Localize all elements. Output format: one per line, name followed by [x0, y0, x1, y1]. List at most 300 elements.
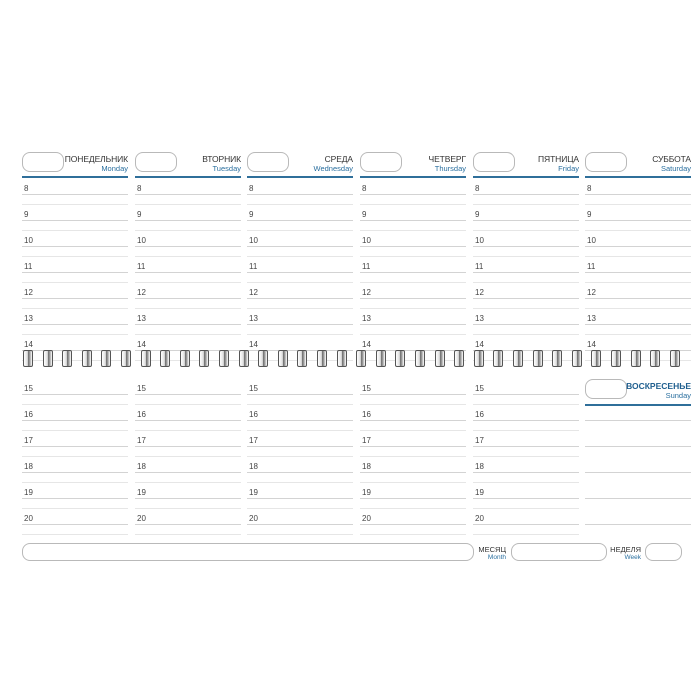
- hour-label: 17: [362, 436, 371, 445]
- hour-rule[interactable]: [473, 246, 579, 247]
- hour-rule[interactable]: [360, 420, 466, 421]
- hour-rule[interactable]: [135, 394, 241, 395]
- binding-ring-icon: [141, 350, 151, 367]
- hour-label: 9: [137, 210, 142, 219]
- half-hour-rule[interactable]: [360, 456, 466, 457]
- hour-label: 15: [24, 384, 33, 393]
- spiral-ring-icon: [591, 350, 601, 367]
- hour-rule[interactable]: [360, 246, 466, 247]
- hour-label: 14: [249, 340, 258, 349]
- hour-rule[interactable]: [360, 298, 466, 299]
- hour-rule[interactable]: [360, 324, 466, 325]
- binding-ring-icon: [23, 350, 33, 367]
- binding-ring-icon: [239, 350, 249, 367]
- spiral-ring-icon: [513, 350, 523, 367]
- hour-rule[interactable]: [135, 472, 241, 473]
- half-hour-rule[interactable]: [135, 204, 241, 205]
- day-name-en: Wednesday: [313, 164, 353, 173]
- half-hour-rule[interactable]: [135, 230, 241, 231]
- hour-label: 8: [475, 184, 480, 193]
- binding-ring-icon: [180, 350, 190, 367]
- binding-ring-icon: [435, 350, 445, 367]
- spiral-ring-icon: [82, 350, 92, 367]
- half-hour-rule[interactable]: [247, 256, 353, 257]
- hour-rule[interactable]: [473, 498, 579, 499]
- half-hour-rule[interactable]: [585, 308, 691, 309]
- binding-ring-icon: [533, 350, 543, 367]
- hour-rule[interactable]: [135, 446, 241, 447]
- spiral-ring-icon: [23, 350, 33, 367]
- sunday-rule[interactable]: [585, 524, 691, 525]
- half-hour-rule[interactable]: [135, 534, 241, 535]
- hour-label: 9: [249, 210, 254, 219]
- hour-rule[interactable]: [473, 446, 579, 447]
- day-header-underline: [585, 176, 691, 178]
- sunday-header-underline: [585, 404, 691, 406]
- half-hour-rule[interactable]: [247, 482, 353, 483]
- spiral-ring-icon: [395, 350, 405, 367]
- spiral-ring-icon: [239, 350, 249, 367]
- hour-rule[interactable]: [247, 498, 353, 499]
- hour-label: 11: [137, 262, 146, 271]
- hour-rule[interactable]: [22, 194, 128, 195]
- hour-rule[interactable]: [473, 524, 579, 525]
- day-header-underline: [247, 176, 353, 178]
- hour-label: 8: [137, 184, 142, 193]
- hour-label: 20: [475, 514, 484, 523]
- half-hour-rule[interactable]: [135, 456, 241, 457]
- day-header-underline: [360, 176, 466, 178]
- day-name-ru: ВТОРНИК: [202, 154, 241, 164]
- hour-label: 20: [24, 514, 33, 523]
- binding-ring-icon: [160, 350, 170, 367]
- half-hour-rule[interactable]: [360, 282, 466, 283]
- spiral-ring-icon: [219, 350, 229, 367]
- hour-label: 18: [475, 462, 484, 471]
- spiral-ring-icon: [337, 350, 347, 367]
- half-hour-rule[interactable]: [473, 230, 579, 231]
- week-label-en: Week: [624, 554, 641, 561]
- sunday-name-en: Sunday: [665, 391, 691, 400]
- hour-label: 19: [24, 488, 33, 497]
- hour-label: 15: [362, 384, 371, 393]
- half-hour-rule[interactable]: [360, 256, 466, 257]
- binding-ring-icon: [297, 350, 307, 367]
- hour-label: 10: [137, 236, 146, 245]
- half-hour-rule[interactable]: [473, 482, 579, 483]
- hour-rule[interactable]: [585, 246, 691, 247]
- spiral-ring-icon: [650, 350, 660, 367]
- half-hour-rule[interactable]: [585, 204, 691, 205]
- binding-ring-icon: [631, 350, 641, 367]
- half-hour-rule[interactable]: [247, 282, 353, 283]
- half-hour-rule[interactable]: [22, 404, 128, 405]
- hour-label: 10: [362, 236, 371, 245]
- hour-label: 16: [137, 410, 146, 419]
- sunday-rule[interactable]: [585, 472, 691, 473]
- binding-ring-icon: [317, 350, 327, 367]
- half-hour-rule[interactable]: [585, 334, 691, 335]
- half-hour-rule[interactable]: [22, 456, 128, 457]
- binding-ring-icon: [356, 350, 366, 367]
- hour-label: 11: [249, 262, 258, 271]
- sunday-rule[interactable]: [585, 420, 691, 421]
- hour-label: 15: [249, 384, 258, 393]
- hour-label: 12: [249, 288, 258, 297]
- binding-ring-icon: [219, 350, 229, 367]
- hour-label: 11: [587, 262, 596, 271]
- half-hour-rule[interactable]: [247, 456, 353, 457]
- hour-label: 19: [249, 488, 258, 497]
- hour-label: 19: [137, 488, 146, 497]
- half-hour-rule[interactable]: [22, 360, 128, 361]
- half-hour-rule[interactable]: [360, 430, 466, 431]
- half-hour-rule[interactable]: [360, 334, 466, 335]
- sunday-name-ru: ВОСКРЕСЕНЬЕ: [626, 381, 691, 391]
- hour-rule[interactable]: [473, 420, 579, 421]
- hour-rule[interactable]: [22, 324, 128, 325]
- hour-rule[interactable]: [585, 194, 691, 195]
- half-hour-rule[interactable]: [247, 508, 353, 509]
- hour-rule[interactable]: [247, 420, 353, 421]
- half-hour-rule[interactable]: [247, 308, 353, 309]
- hour-rule[interactable]: [585, 272, 691, 273]
- hour-rule[interactable]: [22, 472, 128, 473]
- hour-label: 12: [475, 288, 484, 297]
- binding-ring-icon: [43, 350, 53, 367]
- hour-label: 13: [137, 314, 146, 323]
- hour-label: 14: [24, 340, 33, 349]
- hour-label: 11: [24, 262, 33, 271]
- hour-rule[interactable]: [360, 472, 466, 473]
- spiral-ring-icon: [180, 350, 190, 367]
- spiral-ring-icon: [43, 350, 53, 367]
- half-hour-rule[interactable]: [360, 404, 466, 405]
- hour-label: 14: [475, 340, 484, 349]
- hour-rule[interactable]: [22, 394, 128, 395]
- half-hour-rule[interactable]: [473, 430, 579, 431]
- hour-label: 18: [24, 462, 33, 471]
- half-hour-rule[interactable]: [247, 204, 353, 205]
- hour-rule[interactable]: [247, 446, 353, 447]
- hour-rule[interactable]: [247, 194, 353, 195]
- spiral-ring-icon: [141, 350, 151, 367]
- hour-rule[interactable]: [22, 272, 128, 273]
- half-hour-rule[interactable]: [135, 508, 241, 509]
- spiral-ring-icon: [552, 350, 562, 367]
- hour-rule[interactable]: [135, 324, 241, 325]
- half-hour-rule[interactable]: [360, 204, 466, 205]
- hour-label: 12: [137, 288, 146, 297]
- hour-label: 10: [24, 236, 33, 245]
- hour-label: 13: [362, 314, 371, 323]
- hour-rule[interactable]: [247, 272, 353, 273]
- spiral-ring-icon: [317, 350, 327, 367]
- half-hour-rule[interactable]: [247, 430, 353, 431]
- binding-ring-icon: [611, 350, 621, 367]
- half-hour-rule[interactable]: [585, 230, 691, 231]
- half-hour-rule[interactable]: [473, 256, 579, 257]
- hour-rule[interactable]: [473, 194, 579, 195]
- hour-rule[interactable]: [585, 220, 691, 221]
- hour-rule[interactable]: [247, 220, 353, 221]
- half-hour-rule[interactable]: [135, 430, 241, 431]
- spiral-ring-icon: [670, 350, 680, 367]
- half-hour-rule[interactable]: [473, 334, 579, 335]
- binding-ring-icon: [199, 350, 209, 367]
- hour-rule[interactable]: [135, 220, 241, 221]
- binding-ring-icon: [513, 350, 523, 367]
- hour-rule[interactable]: [135, 246, 241, 247]
- spiral-ring-icon: [356, 350, 366, 367]
- hour-label: 11: [362, 262, 371, 271]
- hour-label: 12: [24, 288, 33, 297]
- hour-label: 15: [137, 384, 146, 393]
- hour-label: 16: [24, 410, 33, 419]
- half-hour-rule[interactable]: [473, 456, 579, 457]
- spiral-ring-icon: [454, 350, 464, 367]
- binding-ring-icon: [258, 350, 268, 367]
- hour-label: 10: [475, 236, 484, 245]
- day-name-ru: ПОНЕДЕЛЬНИК: [64, 154, 128, 164]
- hour-rule[interactable]: [473, 394, 579, 395]
- hour-rule[interactable]: [22, 246, 128, 247]
- hour-rule[interactable]: [247, 324, 353, 325]
- hour-rule[interactable]: [22, 420, 128, 421]
- half-hour-rule[interactable]: [22, 534, 128, 535]
- half-hour-rule[interactable]: [360, 534, 466, 535]
- hour-rule[interactable]: [360, 272, 466, 273]
- hour-label: 20: [249, 514, 258, 523]
- notes-field[interactable]: [22, 543, 474, 561]
- hour-rule[interactable]: [247, 246, 353, 247]
- day-name-ru: СУББОТА: [652, 154, 691, 164]
- hour-rule[interactable]: [247, 472, 353, 473]
- half-hour-rule[interactable]: [473, 204, 579, 205]
- day-header-underline: [473, 176, 579, 178]
- half-hour-rule[interactable]: [135, 256, 241, 257]
- spiral-ring-icon: [376, 350, 386, 367]
- half-hour-rule[interactable]: [22, 256, 128, 257]
- binding-ring-icon: [82, 350, 92, 367]
- half-hour-rule[interactable]: [473, 534, 579, 535]
- day-name-en: Saturday: [660, 164, 691, 173]
- half-hour-rule[interactable]: [135, 482, 241, 483]
- half-hour-rule[interactable]: [360, 308, 466, 309]
- hour-label: 9: [24, 210, 29, 219]
- hour-label: 18: [137, 462, 146, 471]
- hour-rule[interactable]: [247, 298, 353, 299]
- binding-ring-icon: [415, 350, 425, 367]
- hour-rule[interactable]: [360, 498, 466, 499]
- hour-rule[interactable]: [135, 524, 241, 525]
- hour-label: 8: [587, 184, 592, 193]
- half-hour-rule[interactable]: [135, 282, 241, 283]
- hour-rule[interactable]: [135, 298, 241, 299]
- hour-label: 8: [24, 184, 29, 193]
- binding-ring-icon: [121, 350, 131, 367]
- half-hour-rule[interactable]: [360, 482, 466, 483]
- hour-label: 14: [362, 340, 371, 349]
- binding-ring-icon: [670, 350, 680, 367]
- hour-label: 19: [475, 488, 484, 497]
- hour-label: 8: [249, 184, 254, 193]
- hour-label: 13: [587, 314, 596, 323]
- hour-rule[interactable]: [22, 220, 128, 221]
- half-hour-rule[interactable]: [22, 282, 128, 283]
- half-hour-rule[interactable]: [473, 508, 579, 509]
- hour-rule[interactable]: [22, 298, 128, 299]
- half-hour-rule[interactable]: [247, 404, 353, 405]
- day-name-en: Tuesday: [212, 164, 241, 173]
- half-hour-rule[interactable]: [585, 282, 691, 283]
- spiral-ring-icon: [297, 350, 307, 367]
- hour-label: 13: [24, 314, 33, 323]
- binding-ring-icon: [474, 350, 484, 367]
- half-hour-rule[interactable]: [247, 334, 353, 335]
- hour-label: 16: [475, 410, 484, 419]
- hour-label: 16: [362, 410, 371, 419]
- day-name-en: Monday: [101, 164, 128, 173]
- hour-label: 9: [587, 210, 592, 219]
- spiral-ring-icon: [258, 350, 268, 367]
- hour-label: 17: [24, 436, 33, 445]
- binding-ring-icon: [552, 350, 562, 367]
- half-hour-rule[interactable]: [22, 334, 128, 335]
- hour-label: 20: [362, 514, 371, 523]
- binding-ring-icon: [278, 350, 288, 367]
- hour-label: 14: [137, 340, 146, 349]
- hour-rule[interactable]: [22, 524, 128, 525]
- hour-rule[interactable]: [360, 446, 466, 447]
- hour-rule[interactable]: [360, 194, 466, 195]
- hour-rule[interactable]: [247, 524, 353, 525]
- half-hour-rule[interactable]: [473, 404, 579, 405]
- binding-ring-icon: [591, 350, 601, 367]
- hour-rule[interactable]: [135, 194, 241, 195]
- half-hour-rule[interactable]: [473, 282, 579, 283]
- spiral-ring-icon: [62, 350, 72, 367]
- hour-label: 10: [249, 236, 258, 245]
- hour-label: 20: [137, 514, 146, 523]
- day-name-en: Thursday: [434, 164, 466, 173]
- hour-rule[interactable]: [22, 498, 128, 499]
- hour-label: 16: [249, 410, 258, 419]
- week-label-ru: НЕДЕЛЯ: [610, 545, 641, 554]
- hour-rule[interactable]: [585, 324, 691, 325]
- half-hour-rule[interactable]: [22, 508, 128, 509]
- hour-rule[interactable]: [22, 446, 128, 447]
- hour-label: 17: [475, 436, 484, 445]
- hour-rule[interactable]: [22, 350, 128, 351]
- hour-label: 10: [587, 236, 596, 245]
- hour-label: 8: [362, 184, 367, 193]
- hour-rule[interactable]: [473, 272, 579, 273]
- half-hour-rule[interactable]: [247, 534, 353, 535]
- hour-rule[interactable]: [360, 394, 466, 395]
- half-hour-rule[interactable]: [22, 308, 128, 309]
- month-label-en: Month: [487, 554, 506, 561]
- day-name-ru: ПЯТНИЦА: [538, 154, 579, 164]
- hour-label: 13: [475, 314, 484, 323]
- half-hour-rule[interactable]: [247, 230, 353, 231]
- hour-rule[interactable]: [473, 220, 579, 221]
- hour-label: 9: [475, 210, 480, 219]
- hour-label: 19: [362, 488, 371, 497]
- day-header-underline: [135, 176, 241, 178]
- week-field[interactable]: [645, 543, 682, 561]
- binding-ring-icon: [650, 350, 660, 367]
- half-hour-rule[interactable]: [22, 204, 128, 205]
- half-hour-rule[interactable]: [585, 256, 691, 257]
- spiral-ring-icon: [101, 350, 111, 367]
- spiral-ring-icon: [631, 350, 641, 367]
- half-hour-rule[interactable]: [360, 230, 466, 231]
- binding-ring-icon: [101, 350, 111, 367]
- spiral-ring-icon: [572, 350, 582, 367]
- half-hour-rule[interactable]: [135, 334, 241, 335]
- hour-rule[interactable]: [135, 272, 241, 273]
- spiral-ring-icon: [199, 350, 209, 367]
- half-hour-rule[interactable]: [22, 430, 128, 431]
- spiral-ring-icon: [121, 350, 131, 367]
- binding-ring-icon: [376, 350, 386, 367]
- hour-rule[interactable]: [360, 220, 466, 221]
- hour-rule[interactable]: [135, 498, 241, 499]
- hour-rule[interactable]: [247, 394, 353, 395]
- hour-rule[interactable]: [360, 524, 466, 525]
- spiral-ring-icon: [278, 350, 288, 367]
- spiral-ring-icon: [160, 350, 170, 367]
- day-name-en: Friday: [558, 164, 579, 173]
- hour-label: 12: [587, 288, 596, 297]
- binding-ring-icon: [572, 350, 582, 367]
- month-field[interactable]: [511, 543, 607, 561]
- sunday-rule[interactable]: [585, 446, 691, 447]
- hour-label: 18: [249, 462, 258, 471]
- binding-ring-icon: [395, 350, 405, 367]
- half-hour-rule[interactable]: [22, 230, 128, 231]
- hour-rule[interactable]: [473, 472, 579, 473]
- half-hour-rule[interactable]: [360, 508, 466, 509]
- day-name-ru: ЧЕТВЕРГ: [428, 154, 466, 164]
- half-hour-rule[interactable]: [473, 360, 579, 361]
- half-hour-rule[interactable]: [473, 308, 579, 309]
- hour-label: 14: [587, 340, 596, 349]
- hour-rule[interactable]: [135, 420, 241, 421]
- spiral-ring-icon: [493, 350, 503, 367]
- spiral-ring-icon: [533, 350, 543, 367]
- hour-rule[interactable]: [473, 350, 579, 351]
- day-name-ru: СРЕДА: [324, 154, 353, 164]
- month-label-ru: МЕСЯЦ: [478, 545, 506, 554]
- hour-label: 11: [475, 262, 484, 271]
- hour-rule[interactable]: [473, 298, 579, 299]
- hour-rule[interactable]: [585, 298, 691, 299]
- day-header-underline: [22, 176, 128, 178]
- spiral-ring-icon: [611, 350, 621, 367]
- half-hour-rule[interactable]: [135, 404, 241, 405]
- hour-label: 12: [362, 288, 371, 297]
- sunday-rule[interactable]: [585, 498, 691, 499]
- spiral-ring-icon: [435, 350, 445, 367]
- half-hour-rule[interactable]: [22, 482, 128, 483]
- binding-ring-icon: [62, 350, 72, 367]
- hour-rule[interactable]: [473, 324, 579, 325]
- hour-label: 13: [249, 314, 258, 323]
- hour-label: 18: [362, 462, 371, 471]
- half-hour-rule[interactable]: [135, 308, 241, 309]
